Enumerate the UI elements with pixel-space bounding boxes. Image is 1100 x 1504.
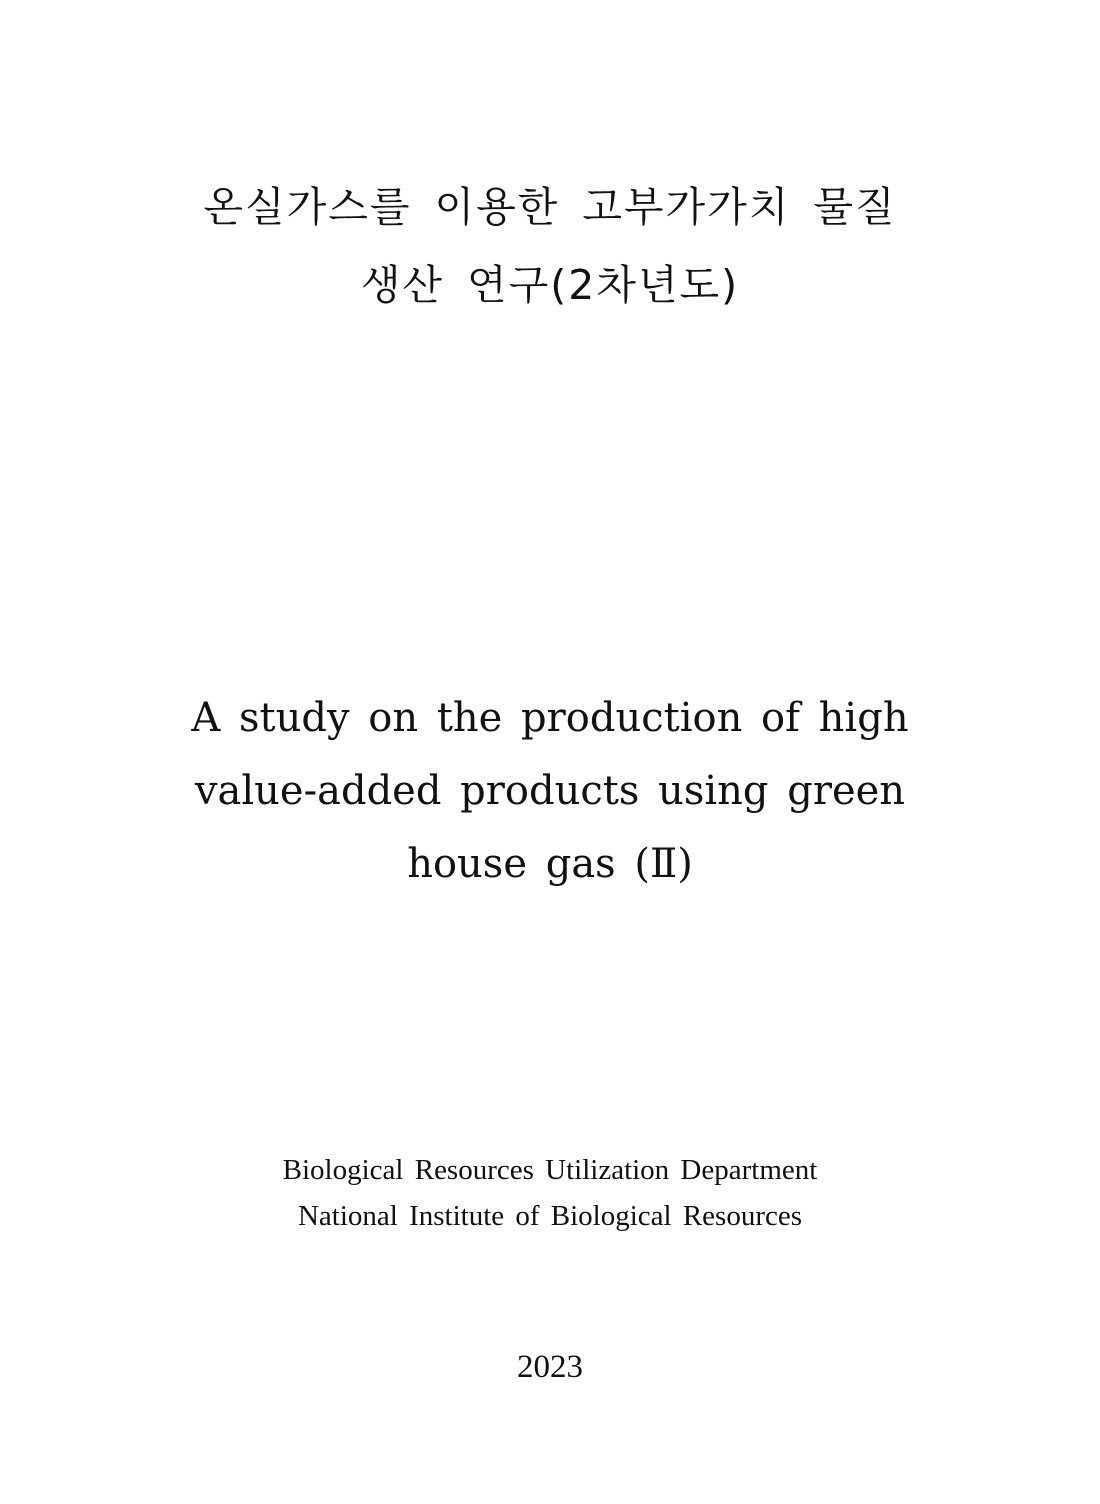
department-name: Biological Resources Utilization Department	[282, 1154, 818, 1186]
korean-title-line-1: 온실가스를 이용한 고부가가치 물질	[203, 183, 897, 231]
organization-block	[0, 1147, 1100, 1239]
publication-year: 2023	[517, 1349, 583, 1385]
korean-title	[0, 168, 1100, 324]
english-title-line-2: value-added products using green	[194, 768, 906, 814]
english-title-line-1: A study on the production of high	[191, 695, 909, 741]
english-title	[0, 682, 1100, 901]
korean-title-line-2: 생산 연구(2차년도)	[360, 261, 740, 309]
english-title-line-3: house gas (Ⅱ)	[407, 841, 693, 887]
institute-name: National Institute of Biological Resources	[297, 1200, 803, 1232]
